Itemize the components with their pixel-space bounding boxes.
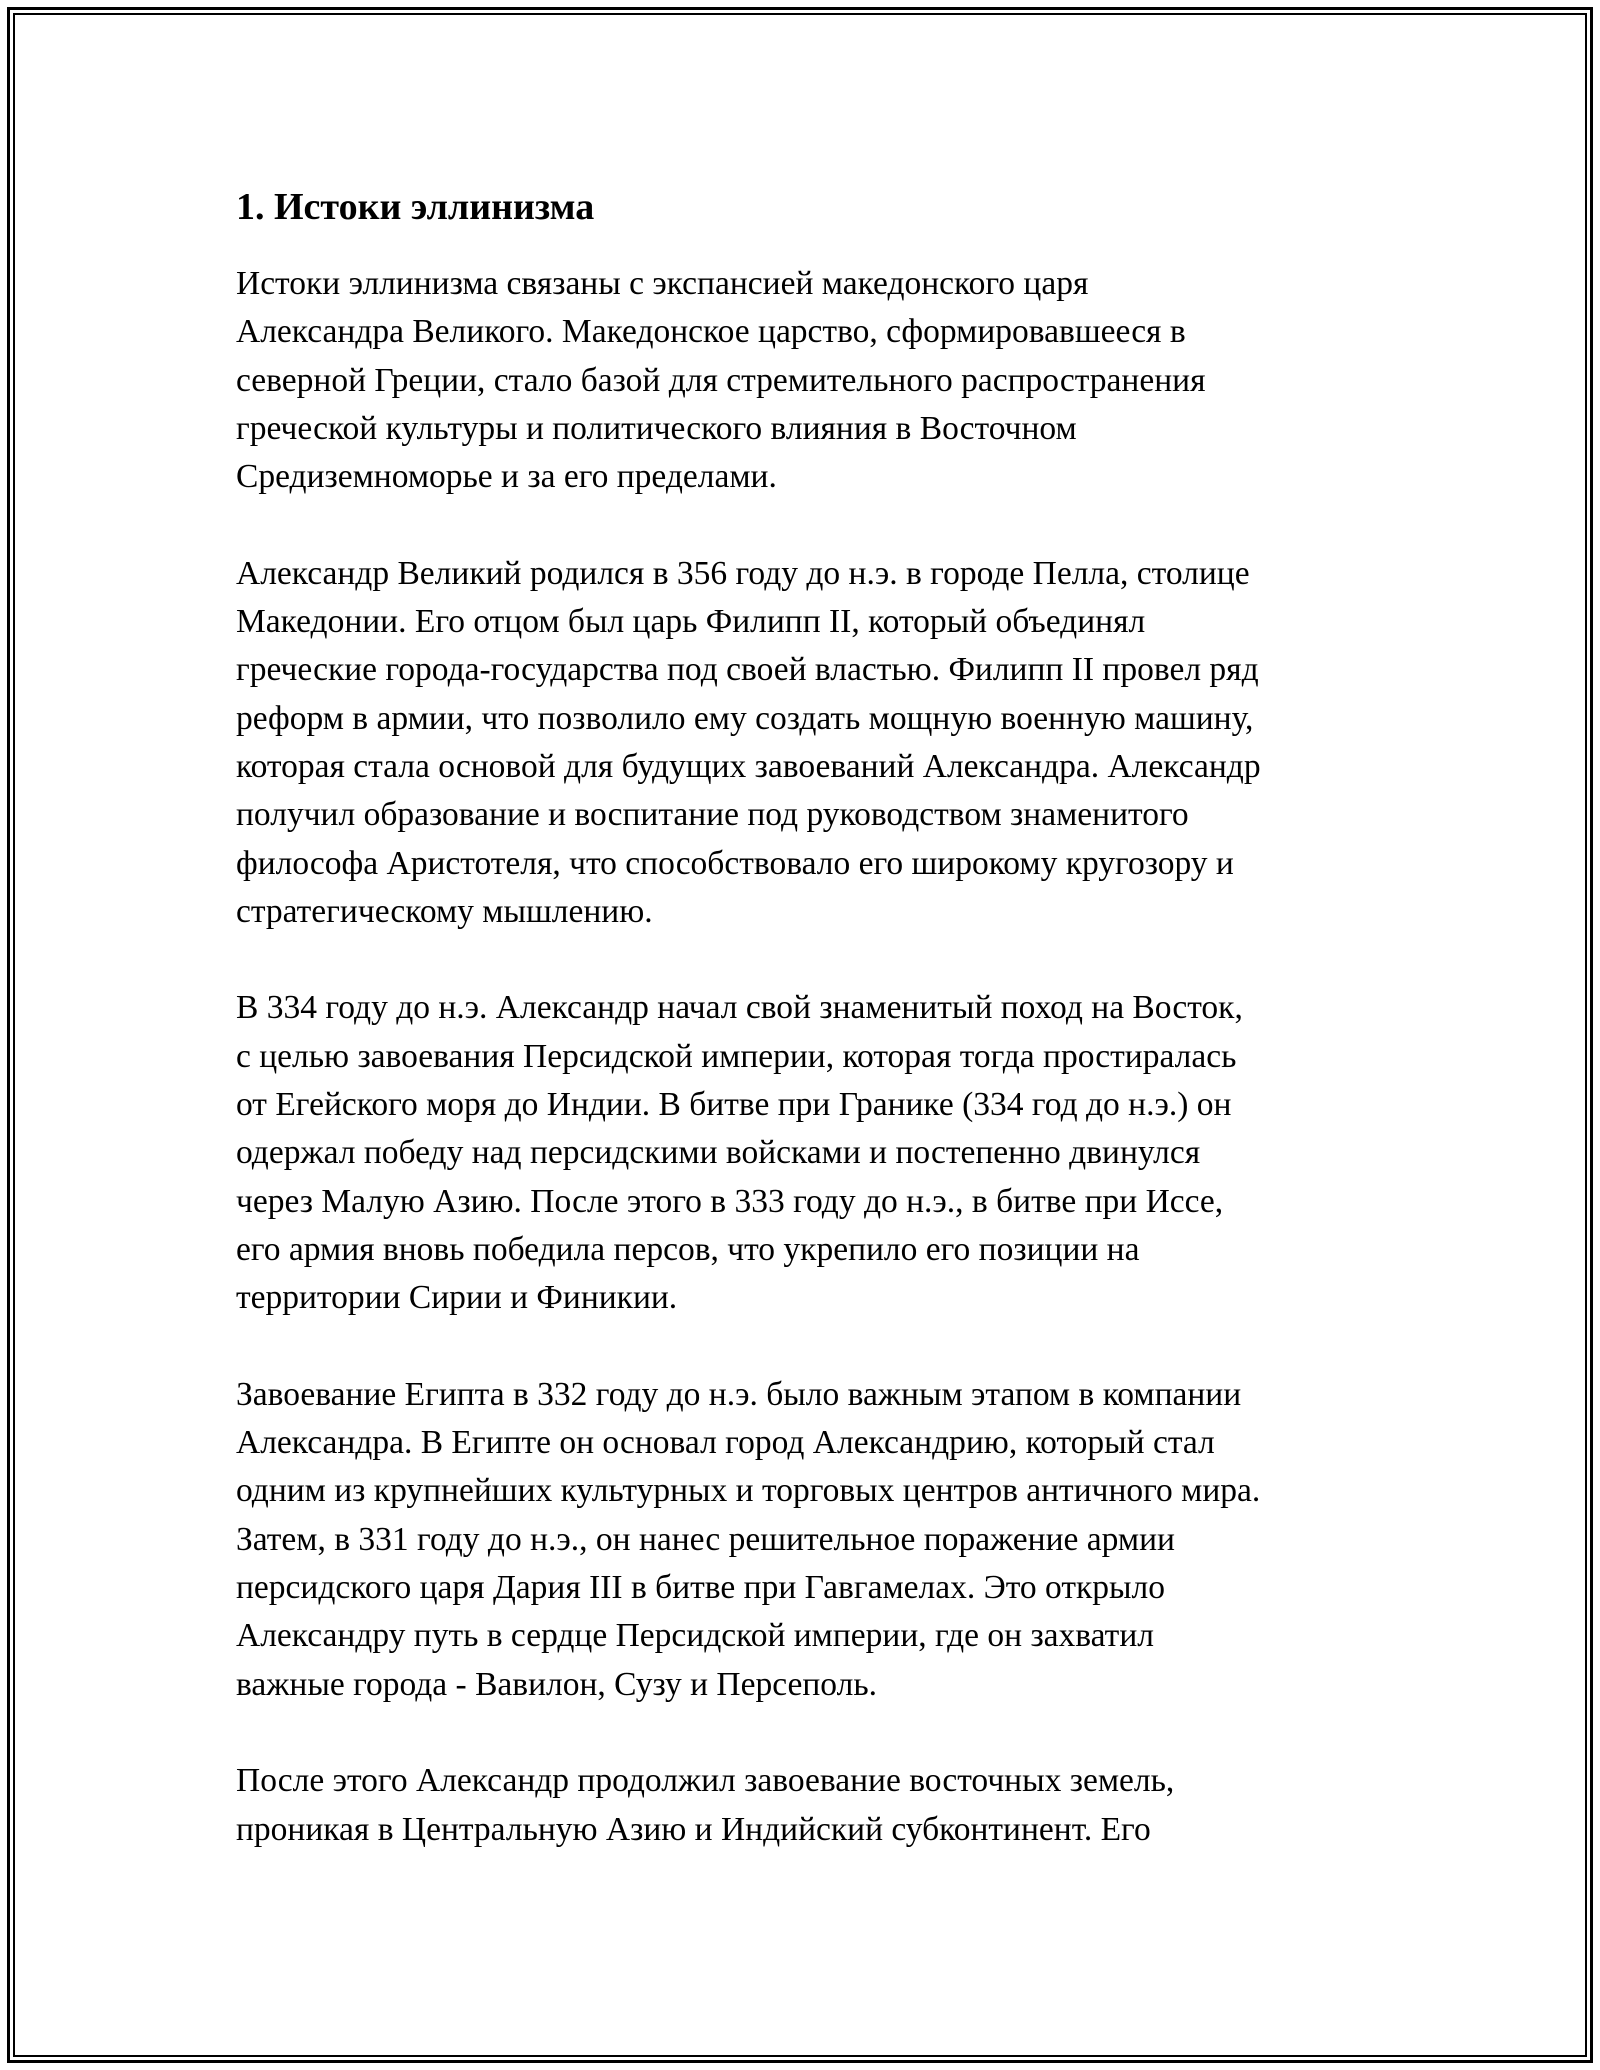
text-line: Завоевание Египта в 332 году до н.э. было важным этапом в компании (236, 1375, 1242, 1413)
text-line: получил образование и воспитание под руководством знаменитого (236, 796, 1189, 834)
section-heading: 1. Истоки эллинизма (236, 186, 595, 228)
text-line: Средиземноморье и за его пределами. (236, 458, 777, 496)
text-line: реформ в армии, что позволило ему создать мощную военную машину, (236, 699, 1254, 737)
text-line: Александру путь в сердце Персидской империи, где он захватил (236, 1617, 1154, 1655)
text-line: греческой культуры и политического влияния в Восточном (236, 409, 1077, 447)
text-line: которая стала основой для будущих завоеваний Александра. Александр (236, 747, 1261, 785)
text-line: После этого Александр продолжил завоевание восточных земель, (236, 1762, 1175, 1800)
text-line: одержал победу над персидскими войсками и постепенно двинулся (236, 1134, 1201, 1172)
text-line: одним из крупнейших культурных и торговых центров античного мира. (236, 1472, 1261, 1510)
text-line: территории Сирии и Финикии. (236, 1279, 678, 1317)
paragraph-egypt (236, 1371, 1376, 1709)
text-line: северной Греции, стало базой для стремительного распространения (236, 361, 1206, 399)
document-body (236, 183, 1376, 1902)
text-line: Затем, в 331 году до н.э., он нанес решительное поражение армии (236, 1520, 1175, 1558)
text-line: Истоки эллинизма связаны с экспансией македонского царя (236, 265, 1089, 302)
text-line: Александра Великого. Македонское царство, сформировавшееся в (236, 313, 1186, 351)
text-line: персидского царя Дария III в битве при Гавгамелах. Это открыло (236, 1569, 1165, 1607)
text-line: философа Аристотеля, что способствовало его широкому кругозору и (236, 844, 1234, 882)
text-line: важные города - Вавилон, Сузу и Персеполь. (236, 1665, 877, 1703)
paragraph-origins (236, 260, 1376, 501)
text-line: от Егейского моря до Индии. В битве при Гранике (334 год до н.э.) он (236, 1086, 1232, 1124)
text-line: стратегическому мышлению. (236, 892, 653, 930)
text-line: Македонии. Его отцом был царь Филипп II, который объединял (236, 603, 1146, 641)
text-line: с целью завоевания Персидской империи, которая тогда простиралась (236, 1037, 1237, 1075)
text-line: Александр Великий родился в 356 году до н.э. в городе Пелла, столице (236, 554, 1250, 592)
text-line: В 334 году до н.э. Александр начал свой знаменитый поход на Восток, (236, 989, 1243, 1027)
text-line: его армия вновь победила персов, что укрепило его позиции на (236, 1230, 1140, 1268)
paragraph-further-conquests (236, 1757, 1376, 1854)
paragraph-biography (236, 550, 1376, 936)
text-line: Александра. В Египте он основал город Александрию, который стал (236, 1424, 1215, 1462)
paragraph-eastern-campaign (236, 984, 1376, 1322)
text-line: проникая в Центральную Азию и Индийский субконтинент. Его (236, 1810, 1151, 1848)
text-line: через Малую Азию. После этого в 333 году до н.э., в битве при Иссе, (236, 1182, 1224, 1220)
text-line: греческие города-государства под своей властью. Филипп II провел ряд (236, 651, 1259, 689)
